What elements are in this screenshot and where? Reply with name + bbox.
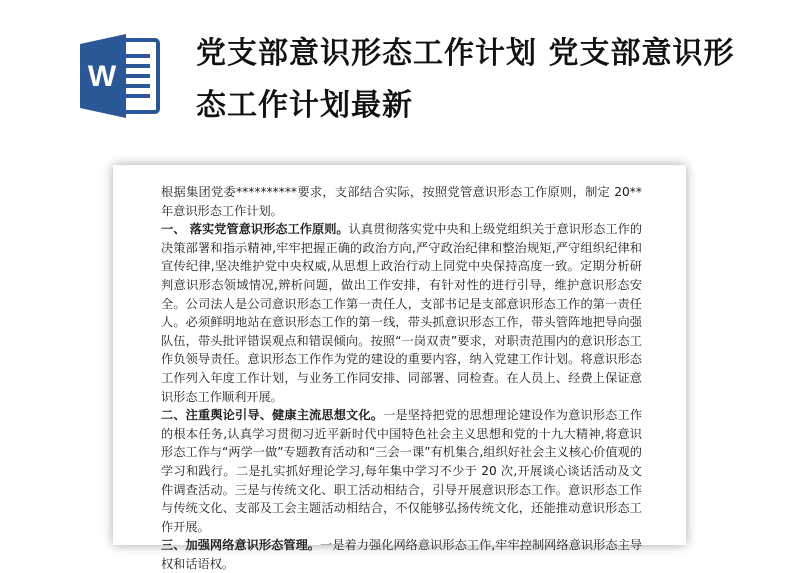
- section-3-heading: 三、加强网络意识形态管理。: [161, 538, 321, 553]
- section-1-heading: 一、 落实党管意识形态工作原则。: [161, 222, 349, 237]
- section-2-body: 一是坚持把党的思想理论建设作为意识形态工作的根本任务,认真学习贯彻习近平新时代中国特色社会主义思想和党的十九大精神,将意识形态工作与“两学一做”专题教育活动和“三会一课”有机集合,组织好社会主义核心价值观的学习和践行。二是扎实抓好理论学习,每年集中学习不少于 20 次,开展谈心谈话活动及文件调查活动。三是与传统文化、职工活动相结合，引导开展意识形态工作。意识形态工作与传统文化、支部及工会主题活动相结合，不仅能够弘扬传统文化，还能推动意识形态工作开展。: [161, 408, 643, 534]
- document-header: [0, 0, 800, 150]
- intro-paragraph: 根据集团党委**********要求，支部结合实际，按照党管意识形态工作原则，制定 20**年意识形态工作计划。: [161, 185, 642, 218]
- section-1: [161, 220, 642, 406]
- section-1-body: 认真贯彻落实党中央和上级党组织关于意识形态工作的决策部署和指示精神,牢牢把握正确的政治方向,严守政治纪律和整治规矩,严守组织纪律和宣传纪律,坚决维护党中央权威,从思想上政治行动上同党中央保持高度一致。定期分析研判意识形态领域情况,辨析问题，做出工作安排，有针对性的进行引导，维护意识形态安全。公司法人是公司意识形态工作第一责任人，支部书记是支部意识形态工作的第一责任人。必须鲜明地站在意识形态工作的第一线，带头抓意识形态工作，带头管阵地把导向强队伍，带头批评错误观点和错误倾向。按照“一岗双责”要求，对职责范围内的意识形态工作负领导责任。意识形态工作作为党的建设的重要内容，纳入党建工作计划。将意识形态工作列入年度工作计划，与业务工作同安排、同部署、同检查。在人员上、经费上保证意识形态工作顺利开展。: [161, 222, 643, 404]
- section-3-body: 一是着力强化网络意识形态工作,牢牢控制网络意识形态主导权和话语权。: [161, 538, 643, 571]
- word-icon-letter: W: [87, 60, 117, 93]
- page-content: [113, 165, 686, 573]
- document-page: [113, 165, 686, 571]
- word-icon: [74, 30, 166, 122]
- section-3: [161, 536, 642, 573]
- section-2: [161, 406, 642, 536]
- document-title: 党支部意识形态工作计划 党支部意识形态工作计划最新: [196, 36, 735, 123]
- section-2-heading: 二、注重舆论引导、健康主流思想文化。: [161, 408, 384, 423]
